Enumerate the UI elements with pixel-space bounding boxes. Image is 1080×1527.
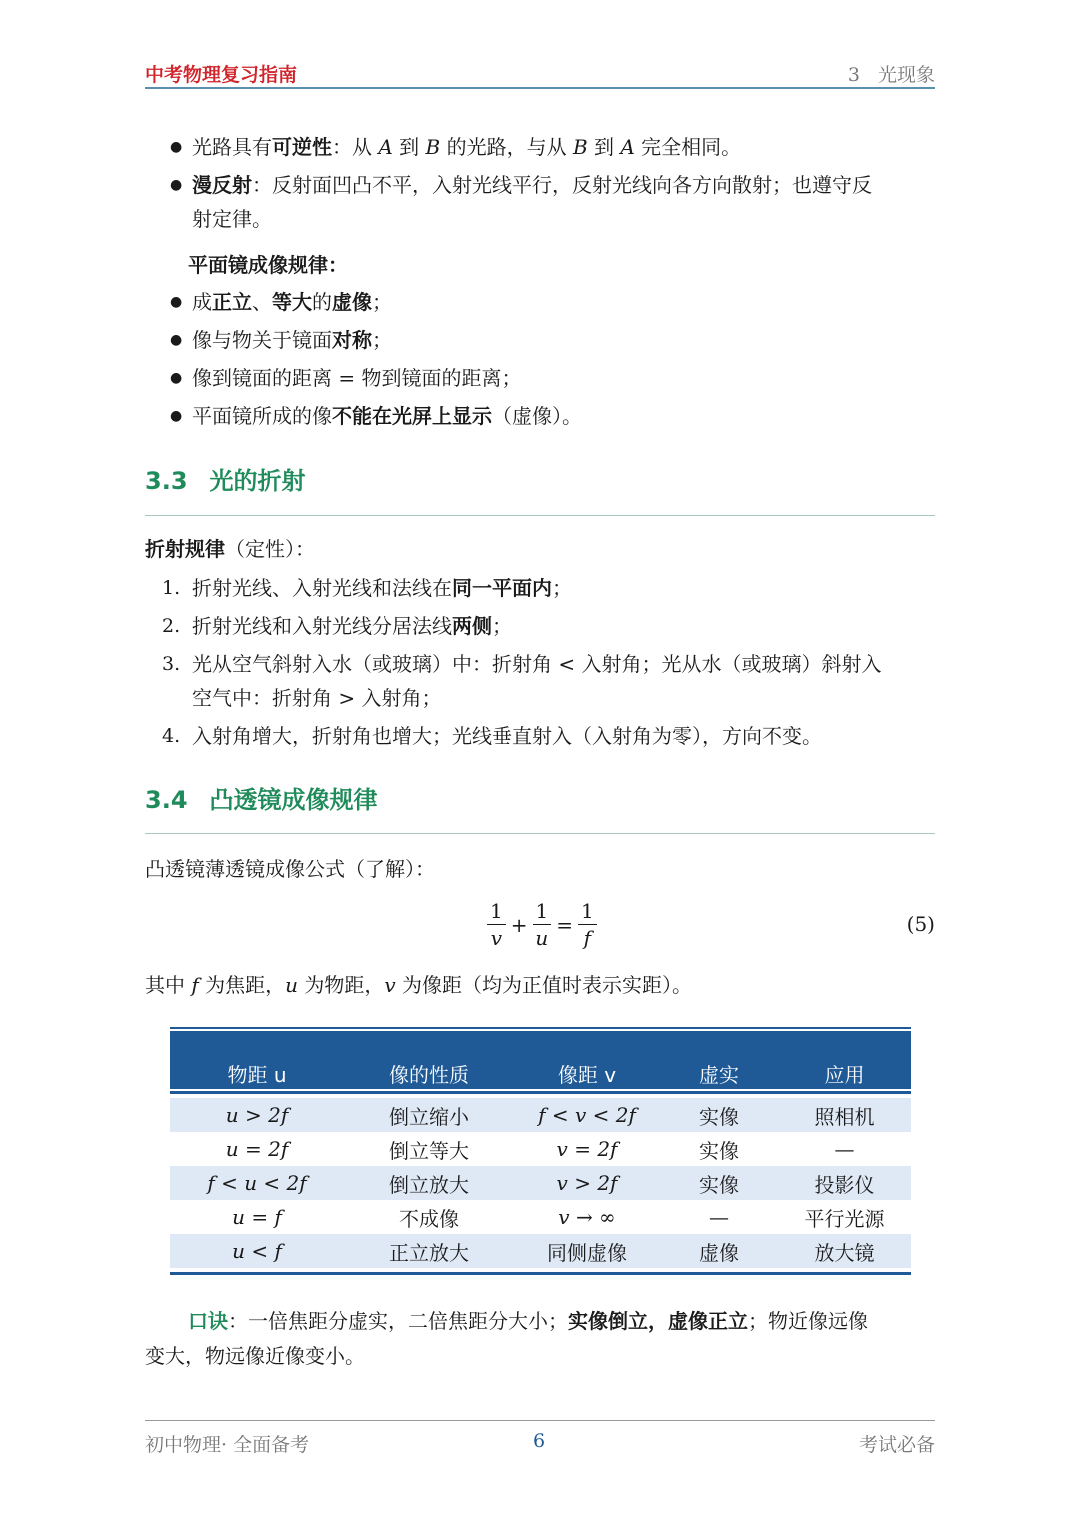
page-number: 6 [533,1430,546,1452]
bullet-dot: ● [170,294,183,310]
mnemonic-line-2: 变大，物远像近像变小。 [145,1344,365,1368]
header-image-distance: 像距 v [557,1062,617,1087]
table-row [170,1098,911,1132]
refraction-item-4: 入射角增大，折射角也增大；光线垂直射入（入射角为零），方向不变。 [192,724,822,748]
thin-lens-formula: $\frac{1}{v}$ + $\frac{1}{u}$ = $\frac{1}{f}$ [487,898,597,951]
table-cell: 虚像 [699,1240,739,1265]
bullet-dot: ● [170,139,183,155]
header-chapter [848,60,935,87]
plane-mirror-item-1: 成正立、等大的虚像； [192,290,392,314]
header-object-distance: 物距 u [227,1062,287,1087]
table-cell: f < u < 2f [207,1171,307,1195]
header-title: 中考物理复习指南 [145,64,298,86]
table-cell: 实像 [699,1138,739,1163]
table-cell: 照相机 [814,1104,875,1129]
footer-left: 初中物理· 全面备考 [145,1434,310,1456]
fraction-1-over-u: $\frac{1}{u}$ [533,898,552,951]
table-row [170,1200,911,1234]
header-image-nature: 像的性质 [389,1062,469,1087]
table-row [170,1166,911,1200]
plane-mirror-item-4: 平面镜所成的像不能在光屏上显示（虚像）。 [192,404,582,428]
bullet-dot: ● [170,332,183,348]
equation-number: (5) [906,912,935,936]
bullet-diffuse-reflection: 漫反射：反射面凹凸不平，入射光线平行，反射光线向各方向散射；也遵守反 [192,173,872,197]
list-number: 2. [162,615,181,637]
lens-imaging-table [170,1027,911,1275]
bullet-reversibility: 光路具有可逆性：从 A 到 B 的光路，与从 B 到 A 完全相同。 [192,135,742,159]
table-cell: 实像 [699,1104,739,1129]
formula-explanation: 其中 f 为焦距，u 为物距，v 为像距（均为正值时表示实距）。 [145,973,693,997]
refraction-item-2: 折射光线和入射光线分居法线两侧； [192,614,512,638]
table-cell: u < f [232,1239,282,1263]
header-real-virtual: 虚实 [699,1062,739,1087]
refraction-item-3: 光从空气斜射入水（或玻璃）中：折射角 < 入射角；光从水（或玻璃）斜射入 [192,652,882,676]
table-bottom-rule [170,1272,911,1275]
header-chapter-title: 光现象 [877,64,935,86]
section-rule [145,515,935,516]
section-heading-3-3: 3.3 光的折射 [145,467,306,495]
plane-mirror-title: 平面镜成像规律： [188,253,348,277]
refraction-title: 折射规律（定性）： [145,537,315,561]
list-number: 4. [162,725,181,747]
section-rule [145,833,935,834]
table-cell: 倒立放大 [389,1172,469,1197]
table-cell: 同侧虚像 [547,1240,627,1265]
refraction-item-3-cont: 空气中：折射角 > 入射角； [192,686,442,710]
header-chapter-number: 3 [847,64,860,86]
table-cell: — [709,1205,729,1229]
table-cell: v > 2f [556,1171,618,1195]
table-cell: 投影仪 [814,1172,875,1197]
table-row [170,1234,911,1268]
table-cell: 倒立等大 [389,1138,469,1163]
table-cell: 实像 [699,1172,739,1197]
table-header [170,1031,911,1089]
table-cell: 不成像 [399,1206,459,1231]
bullet-dot: ● [170,177,183,193]
table-cell: u = f [232,1205,282,1229]
header-application: 应用 [824,1062,865,1087]
header-rule [145,87,935,89]
plane-mirror-item-3: 像到镜面的距离 = 物到镜面的距离； [192,366,522,390]
fraction-1-over-f: $\frac{1}{f}$ [578,898,597,951]
table-cell: u > 2f [225,1103,289,1127]
table-cell: 平行光源 [804,1206,885,1231]
table-cell: 放大镜 [814,1240,875,1265]
table-cell: u = 2f [225,1137,289,1161]
footer-rule [145,1420,935,1421]
section-heading-3-4: 3.4 凸透镜成像规律 [145,786,378,814]
refraction-item-1: 折射光线、入射光线和法线在同一平面内； [192,576,572,600]
mnemonic-line-1: 口诀：一倍焦距分虚实，二倍焦距分大小；实像倒立，虚像正立；物近像远像 [188,1309,868,1333]
footer-right: 考试必备 [858,1434,935,1456]
table-header-rule [170,1091,911,1094]
list-number: 1. [162,577,181,599]
table-cell: 正立放大 [389,1240,469,1265]
list-number: 3. [162,653,181,675]
bullet-dot: ● [170,408,183,424]
table-row [170,1132,911,1166]
table-cell: 倒立缩小 [389,1104,469,1129]
table-cell: v → ∞ [558,1205,616,1229]
table-cell: v = 2f [556,1137,618,1161]
fraction-1-over-v: $\frac{1}{v}$ [487,898,506,951]
table-cell: — [834,1137,855,1161]
bullet-diffuse-reflection-cont: 射定律。 [192,207,272,231]
bullet-dot: ● [170,370,183,386]
lens-formula-intro: 凸透镜薄透镜成像公式（了解）： [145,857,435,881]
table-cell: f < v < 2f [538,1103,636,1127]
plane-mirror-item-2: 像与物关于镜面对称； [192,328,392,352]
